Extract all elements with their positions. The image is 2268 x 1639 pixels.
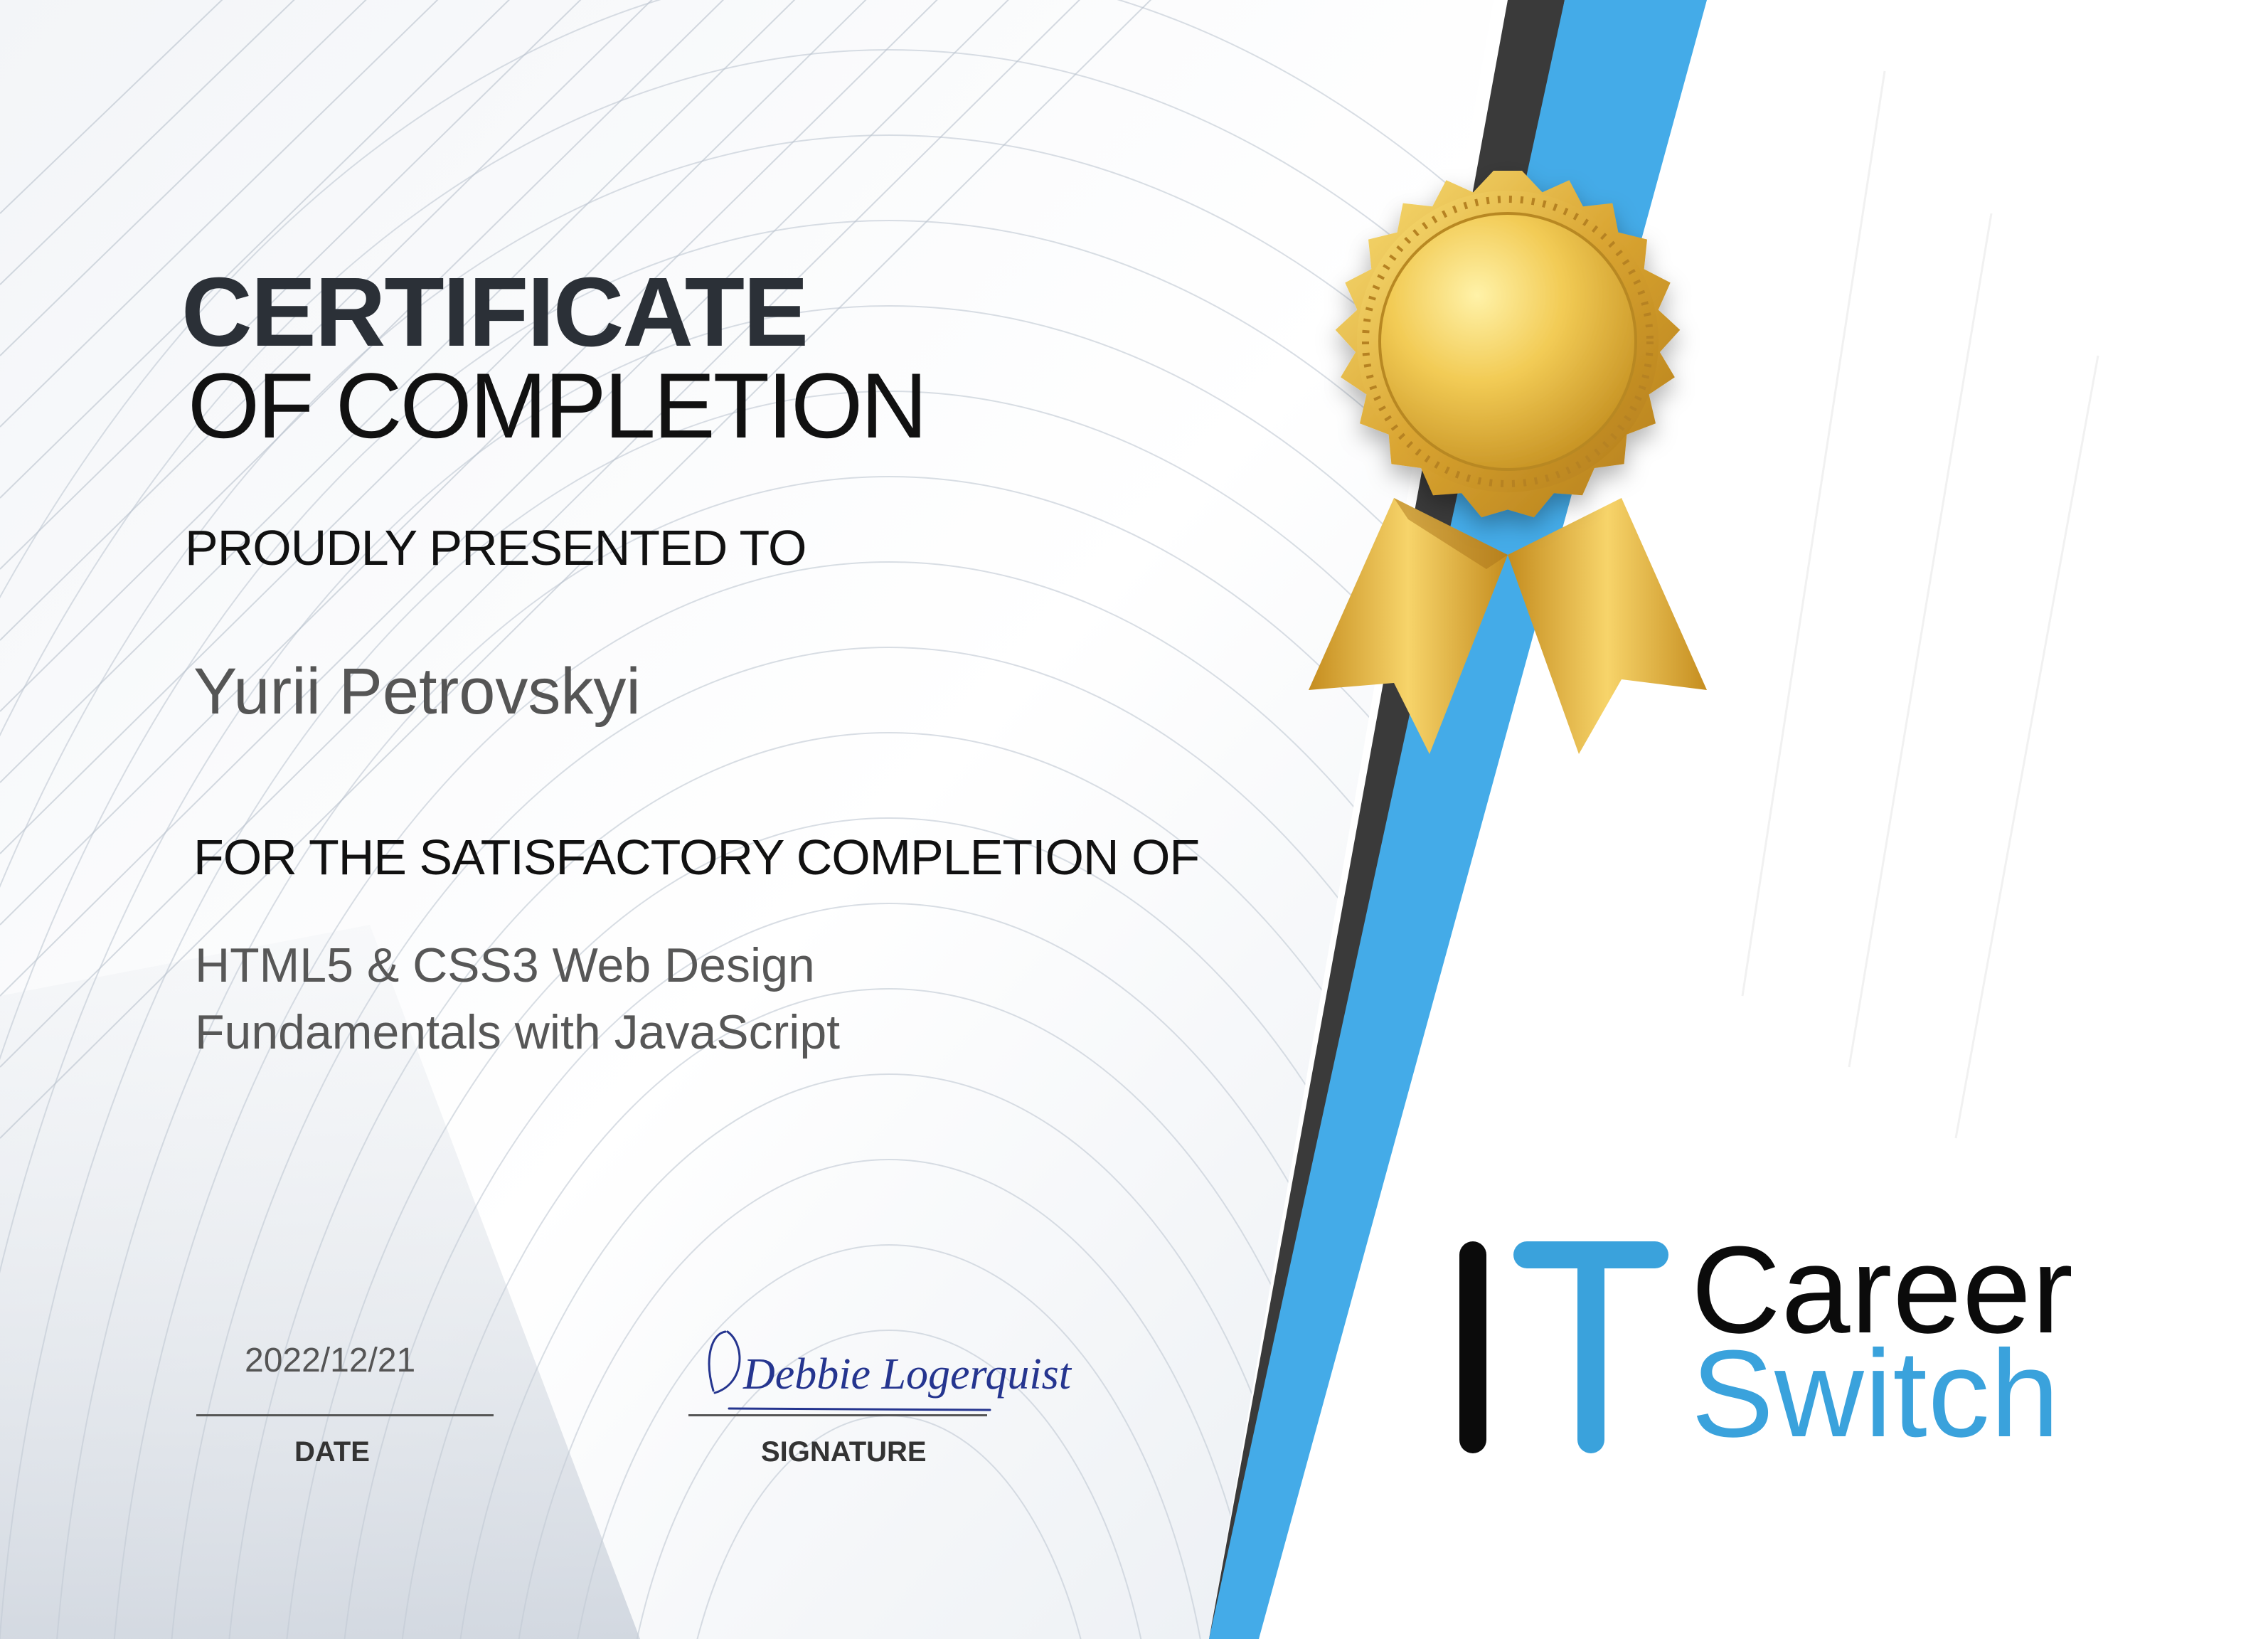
date-underline — [196, 1414, 494, 1416]
course-name-line-2: Fundamentals with JavaScript — [195, 1005, 841, 1059]
logo-letter-i — [1459, 1241, 1486, 1453]
signature-label: SIGNATURE — [761, 1436, 927, 1468]
certificate-title: CERTIFICATE — [181, 258, 808, 367]
recipient-name: Yurii Petrovskyi — [193, 655, 641, 728]
signature-text: Debbie Logerquist — [743, 1350, 1071, 1399]
date-value: 2022/12/21 — [245, 1342, 416, 1379]
completion-label: FOR THE SATISFACTORY COMPLETION OF — [193, 829, 1200, 885]
presented-to-label: PROUDLY PRESENTED TO — [185, 520, 806, 575]
logo-letter-t-stem — [1577, 1241, 1604, 1453]
logo-word-career: Career — [1691, 1220, 2074, 1359]
course-name-line-1: HTML5 & CSS3 Web Design — [195, 938, 815, 992]
date-label: DATE — [294, 1436, 370, 1468]
logo-word-switch: Switch — [1691, 1324, 2060, 1463]
certificate-subtitle: OF COMPLETION — [188, 354, 926, 457]
signature-underline — [688, 1414, 987, 1416]
